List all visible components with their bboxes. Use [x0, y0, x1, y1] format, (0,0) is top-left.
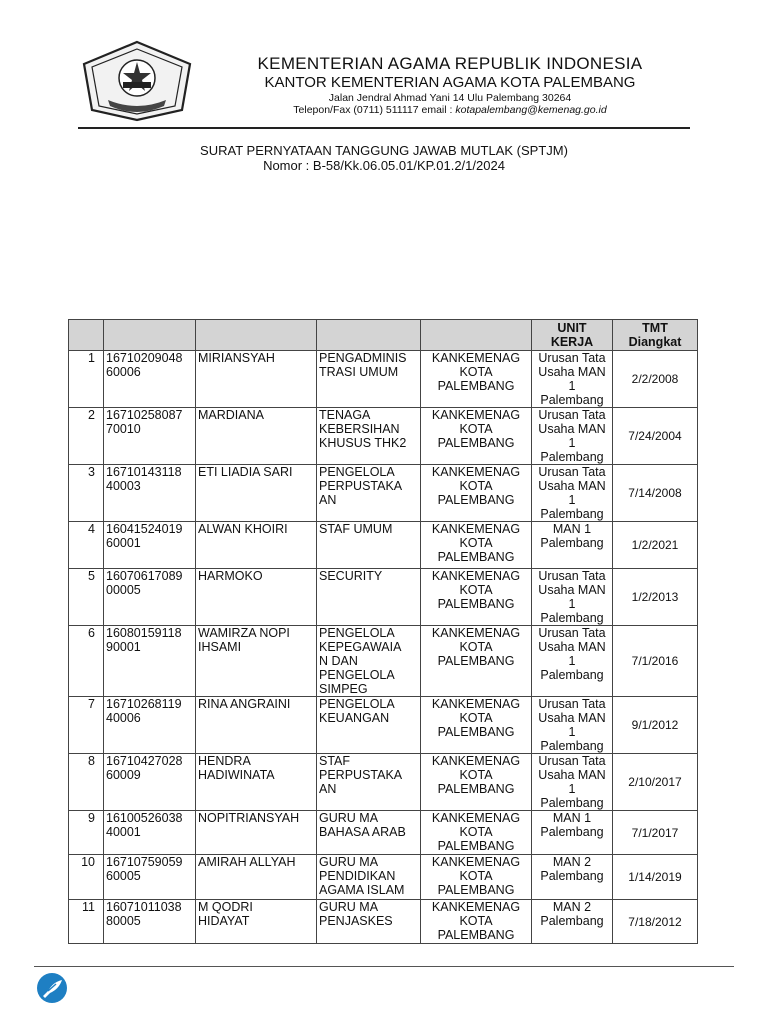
- cell-id: 16710258087 70010: [104, 408, 196, 465]
- letterhead-divider: [78, 127, 690, 129]
- table-row: [69, 754, 698, 811]
- document-title: SURAT PERNYATAAN TANGGUNG JAWAB MUTLAK (SPTJM): [200, 143, 568, 158]
- cell-no: 5: [69, 569, 104, 626]
- cell-no: 10: [69, 855, 104, 900]
- employee-table: [68, 319, 698, 944]
- cell-position: SECURITY: [317, 569, 421, 626]
- cell-id: 16710427028 60009: [104, 754, 196, 811]
- cell-id: 16070617089 00005: [104, 569, 196, 626]
- cell-no: 7: [69, 697, 104, 754]
- cell-tmt: 7/18/2012: [613, 900, 698, 944]
- cell-name: AMIRAH ALLYAH: [196, 855, 317, 900]
- cell-position: PENGADMINIS TRASI UMUM: [317, 351, 421, 408]
- cell-tmt: 7/1/2016: [613, 626, 698, 697]
- cell-no: 4: [69, 522, 104, 569]
- cell-name: ETI LIADIA SARI: [196, 465, 317, 522]
- cell-tmt: 9/1/2012: [613, 697, 698, 754]
- cell-unit: KANKEMENAG KOTA PALEMBANG: [421, 569, 532, 626]
- cell-tmt: 7/1/2017: [613, 811, 698, 855]
- cell-name: MARDIANA: [196, 408, 317, 465]
- scribd-quill-icon[interactable]: [36, 972, 68, 1004]
- cell-no: 11: [69, 900, 104, 944]
- cell-tmt: 2/2/2008: [613, 351, 698, 408]
- document-number: Nomor : B-58/Kk.06.05.01/KP.01.2/1/2024: [263, 158, 505, 173]
- office-contact: [200, 104, 700, 116]
- cell-unit-kerja: Urusan Tata Usaha MAN 1 Palembang: [532, 465, 613, 522]
- cell-tmt: 7/14/2008: [613, 465, 698, 522]
- cell-id: 16041524019 60001: [104, 522, 196, 569]
- cell-unit: KANKEMENAG KOTA PALEMBANG: [421, 408, 532, 465]
- cell-name: HARMOKO: [196, 569, 317, 626]
- cell-no: 8: [69, 754, 104, 811]
- office-name: KANTOR KEMENTERIAN AGAMA KOTA PALEMBANG: [264, 74, 636, 91]
- ministry-name: KEMENTERIAN AGAMA REPUBLIK INDONESIA: [257, 54, 643, 73]
- cell-name: HENDRA HADIWINATA: [196, 754, 317, 811]
- cell-unit: KANKEMENAG KOTA PALEMBANG: [421, 900, 532, 944]
- cell-unit-kerja: Urusan Tata Usaha MAN 1 Palembang: [532, 569, 613, 626]
- cell-tmt: 7/24/2004: [613, 408, 698, 465]
- cell-tmt: 1/14/2019: [613, 855, 698, 900]
- cell-name: NOPITRIANSYAH: [196, 811, 317, 855]
- cell-name: ALWAN KHOIRI: [196, 522, 317, 569]
- cell-id: 16100526038 40001: [104, 811, 196, 855]
- header-unit-kerja: UNIT KERJA: [532, 320, 613, 351]
- cell-position: PENGELOLA PERPUSTAKA AN: [317, 465, 421, 522]
- cell-tmt: 2/10/2017: [613, 754, 698, 811]
- table-row: [69, 626, 698, 697]
- kemenag-logo: [78, 40, 196, 122]
- header-id: [104, 320, 196, 351]
- cell-unit: KANKEMENAG KOTA PALEMBANG: [421, 811, 532, 855]
- cell-position: PENGELOLA KEUANGAN: [317, 697, 421, 754]
- header-name: [196, 320, 317, 351]
- header-no: [69, 320, 104, 351]
- contact-phone: Telepon/Fax (0711) 511117 email :: [293, 104, 456, 116]
- table-row: [69, 569, 698, 626]
- header-unit: [421, 320, 532, 351]
- table-row: [69, 465, 698, 522]
- cell-id: 16071011038 80005: [104, 900, 196, 944]
- cell-unit: KANKEMENAG KOTA PALEMBANG: [421, 697, 532, 754]
- cell-unit: KANKEMENAG KOTA PALEMBANG: [421, 754, 532, 811]
- cell-unit-kerja: MAN 2 Palembang: [532, 855, 613, 900]
- cell-id: 16710268119 40006: [104, 697, 196, 754]
- cell-tmt: 1/2/2021: [613, 522, 698, 569]
- table-row: [69, 855, 698, 900]
- cell-unit: KANKEMENAG KOTA PALEMBANG: [421, 626, 532, 697]
- cell-no: 2: [69, 408, 104, 465]
- table-row: [69, 408, 698, 465]
- cell-position: STAF PERPUSTAKA AN: [317, 754, 421, 811]
- cell-name: WAMIRZA NOPI IHSAMI: [196, 626, 317, 697]
- cell-position: STAF UMUM: [317, 522, 421, 569]
- cell-id: 16710759059 60005: [104, 855, 196, 900]
- cell-position: GURU MA PENJASKES: [317, 900, 421, 944]
- cell-unit: KANKEMENAG KOTA PALEMBANG: [421, 855, 532, 900]
- cell-unit: KANKEMENAG KOTA PALEMBANG: [421, 465, 532, 522]
- table-header-row: [69, 320, 698, 351]
- cell-no: 6: [69, 626, 104, 697]
- cell-no: 1: [69, 351, 104, 408]
- table-row: [69, 351, 698, 408]
- cell-unit-kerja: MAN 2 Palembang: [532, 900, 613, 944]
- cell-no: 3: [69, 465, 104, 522]
- cell-unit-kerja: Urusan Tata Usaha MAN 1 Palembang: [532, 351, 613, 408]
- cell-unit-kerja: Urusan Tata Usaha MAN 1 Palembang: [532, 697, 613, 754]
- cell-position: GURU MA BAHASA ARAB: [317, 811, 421, 855]
- cell-unit-kerja: MAN 1 Palembang: [532, 811, 613, 855]
- cell-id: 16710143118 40003: [104, 465, 196, 522]
- cell-id: 16710209048 60006: [104, 351, 196, 408]
- table-row: [69, 522, 698, 569]
- cell-unit-kerja: Urusan Tata Usaha MAN 1 Palembang: [532, 408, 613, 465]
- cell-unit-kerja: Urusan Tata Usaha MAN 1 Palembang: [532, 754, 613, 811]
- office-address: Jalan Jendral Ahmad Yani 14 Ulu Palembang 30264: [328, 92, 572, 104]
- cell-unit: KANKEMENAG KOTA PALEMBANG: [421, 351, 532, 408]
- cell-name: MIRIANSYAH: [196, 351, 317, 408]
- cell-position: TENAGA KEBERSIHAN KHUSUS THK2: [317, 408, 421, 465]
- cell-unit-kerja: Urusan Tata Usaha MAN 1 Palembang: [532, 626, 613, 697]
- footer-divider: [34, 966, 734, 967]
- cell-position: PENGELOLA KEPEGAWAIA N DAN PENGELOLA SIMPEG: [317, 626, 421, 697]
- cell-no: 9: [69, 811, 104, 855]
- table-row: [69, 811, 698, 855]
- table-row: [69, 697, 698, 754]
- header-position: [317, 320, 421, 351]
- cell-id: 16080159118 90001: [104, 626, 196, 697]
- cell-unit: KANKEMENAG KOTA PALEMBANG: [421, 522, 532, 569]
- cell-tmt: 1/2/2013: [613, 569, 698, 626]
- cell-name: RINA ANGRAINI: [196, 697, 317, 754]
- cell-position: GURU MA PENDIDIKAN AGAMA ISLAM: [317, 855, 421, 900]
- table-row: [69, 900, 698, 944]
- contact-email[interactable]: kotapalembang@kemenag.go.id: [455, 104, 607, 116]
- cell-name: M QODRI HIDAYAT: [196, 900, 317, 944]
- header-tmt: TMT Diangkat: [613, 320, 698, 351]
- cell-unit-kerja: MAN 1 Palembang: [532, 522, 613, 569]
